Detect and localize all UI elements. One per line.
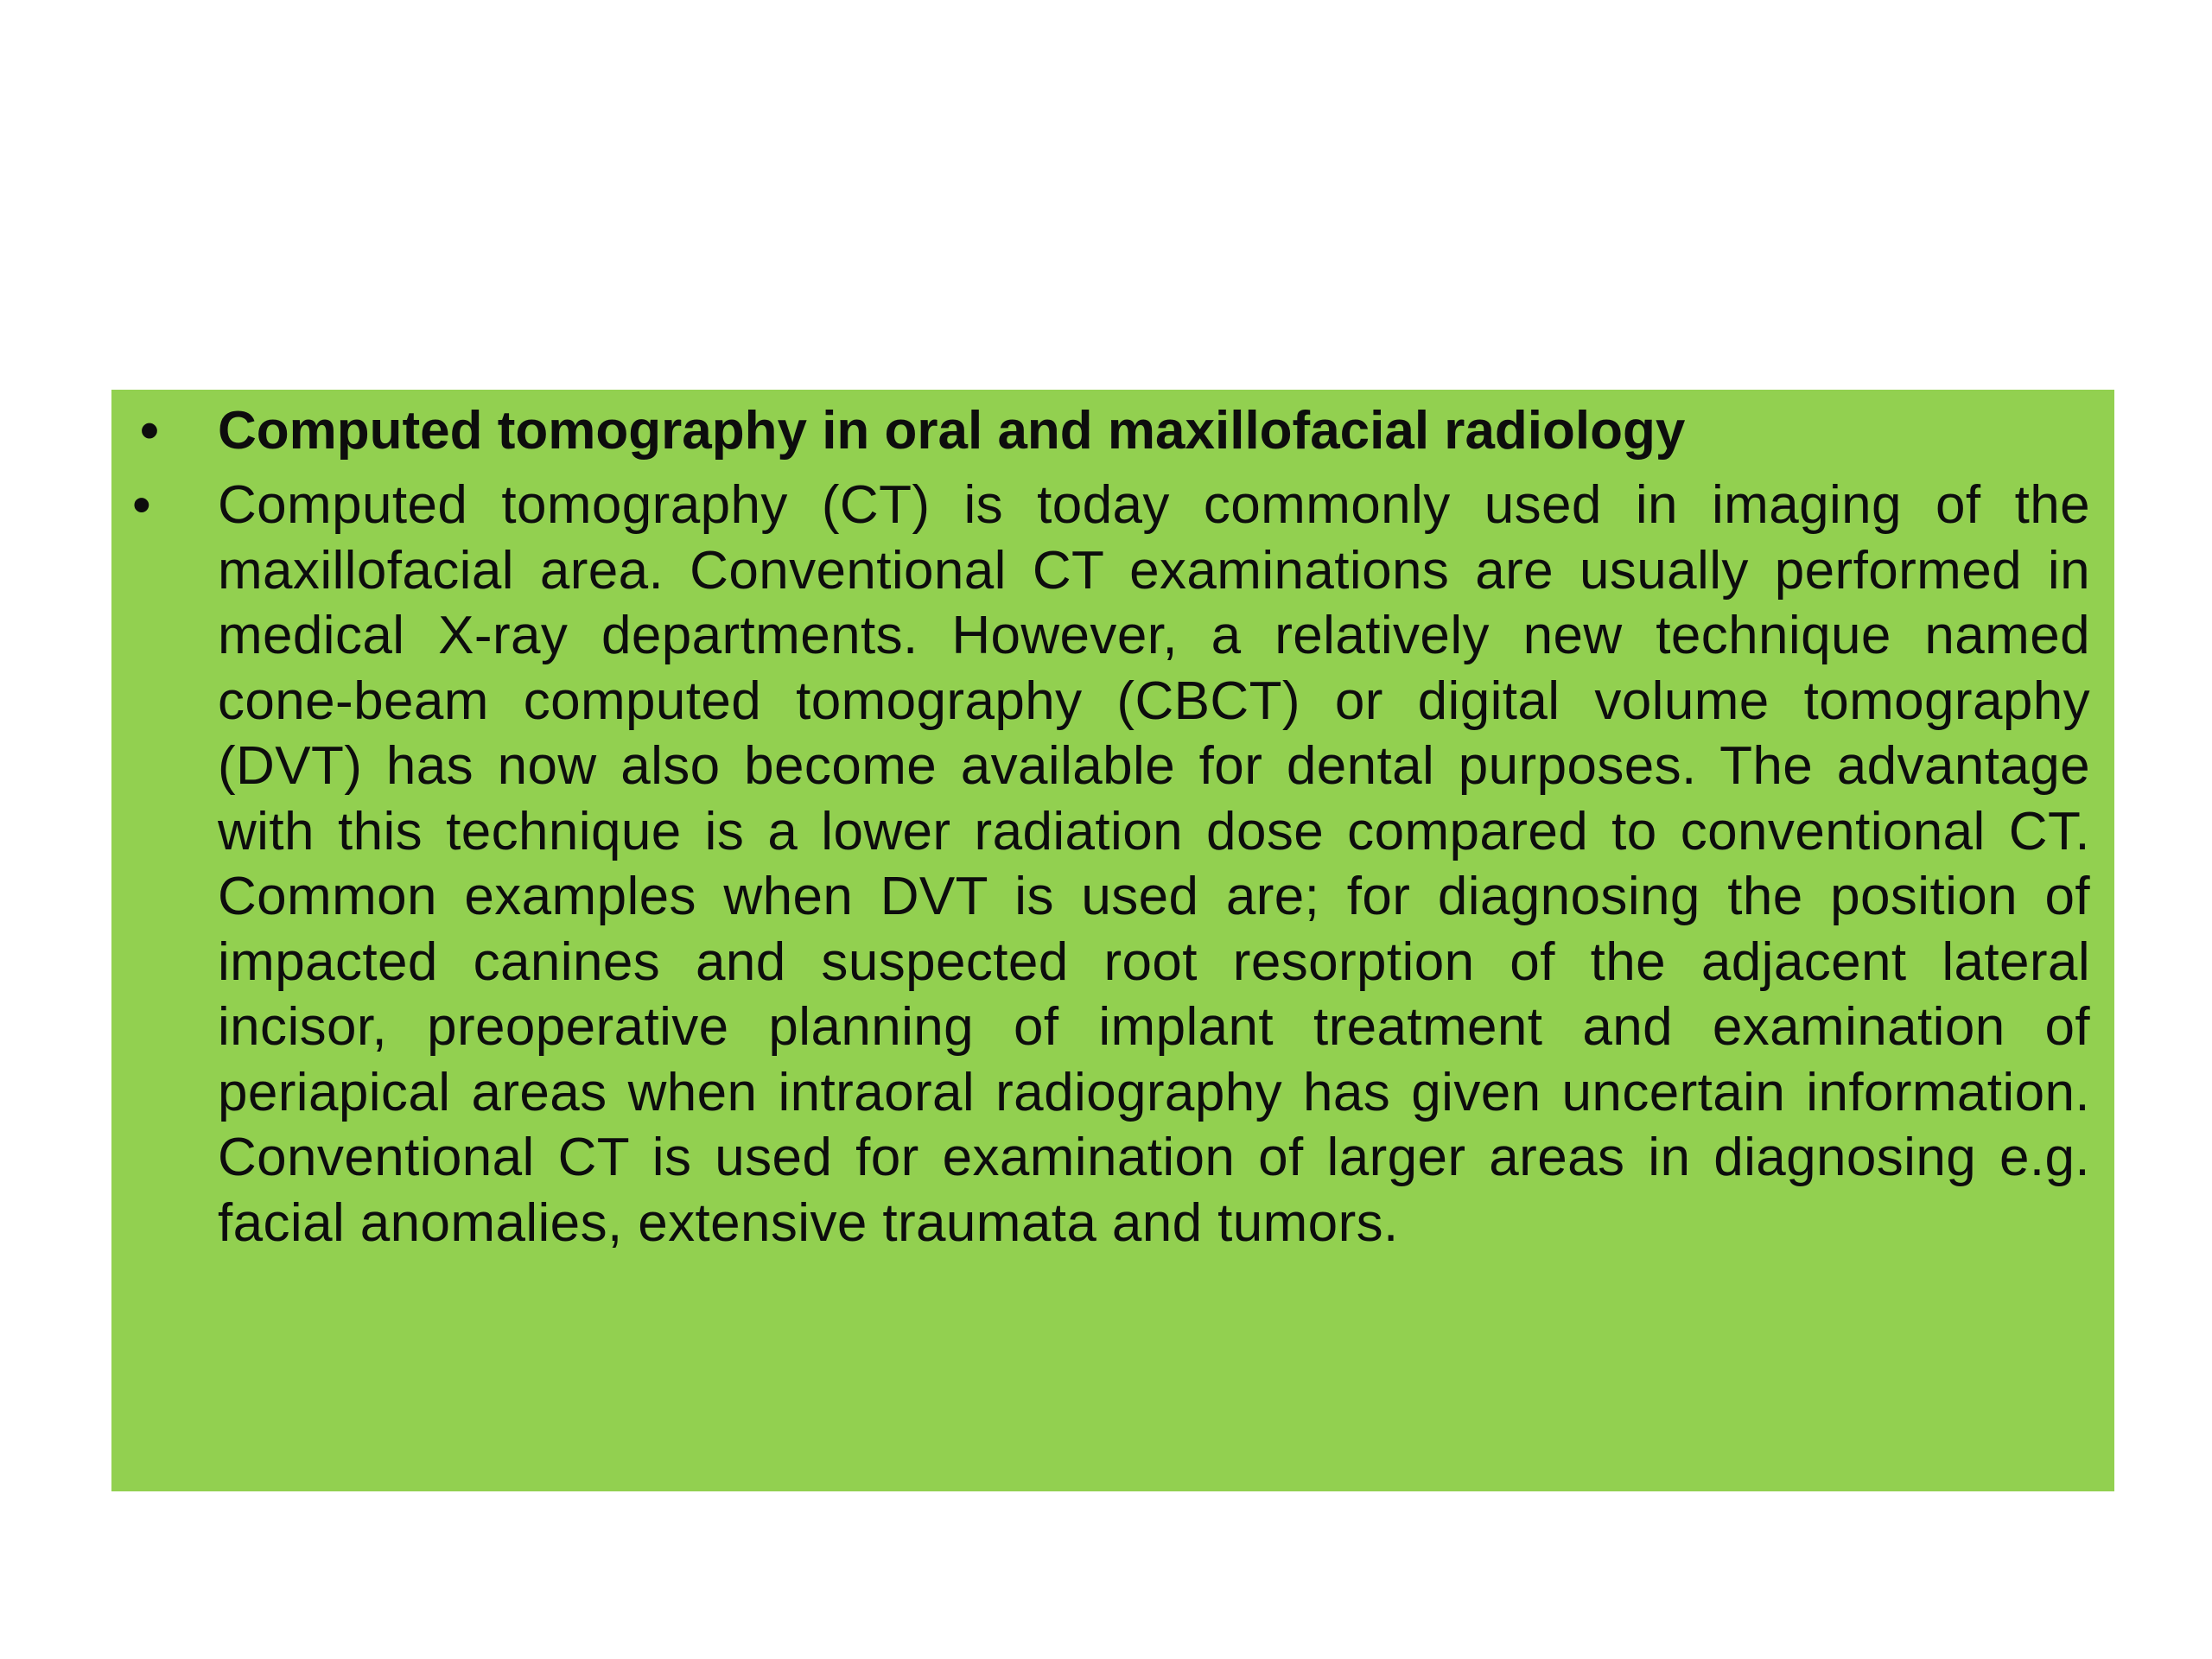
heading-text: Computed tomography in oral and maxillofacial radiology: [218, 401, 1686, 461]
bullet-item-heading: [111, 393, 2090, 469]
bullet-marker: •: [140, 401, 159, 461]
bullet-marker: •: [132, 475, 152, 535]
body-text: Computed tomography (CT) is today commonly used in imaging of the maxillofacial area. Conventional CT examinations are usually performed in medical X-ray departments. However, a relatively new technique named cone-beam computed tomography (CBCT) or digital volume tomography (DVT) has now also become available for dental purposes. The advantage with this technique is a lower radiation dose compared to conventional CT. Common examples when DVT is used are; for diagnosing the position of impacted canines and suspected root resorption of the adjacent lateral incisor, preoperative planning of implant treatment and examination of periapical areas when intraoral radiography has given uncertain information. Conventional CT is used for examination of larger areas in diagnosing e.g. facial anomalies, extensive traumata and tumors.: [218, 475, 2090, 1253]
bullet-list: [111, 393, 2090, 1255]
content-box: [111, 390, 2114, 1491]
bullet-item-body: [111, 473, 2090, 1255]
